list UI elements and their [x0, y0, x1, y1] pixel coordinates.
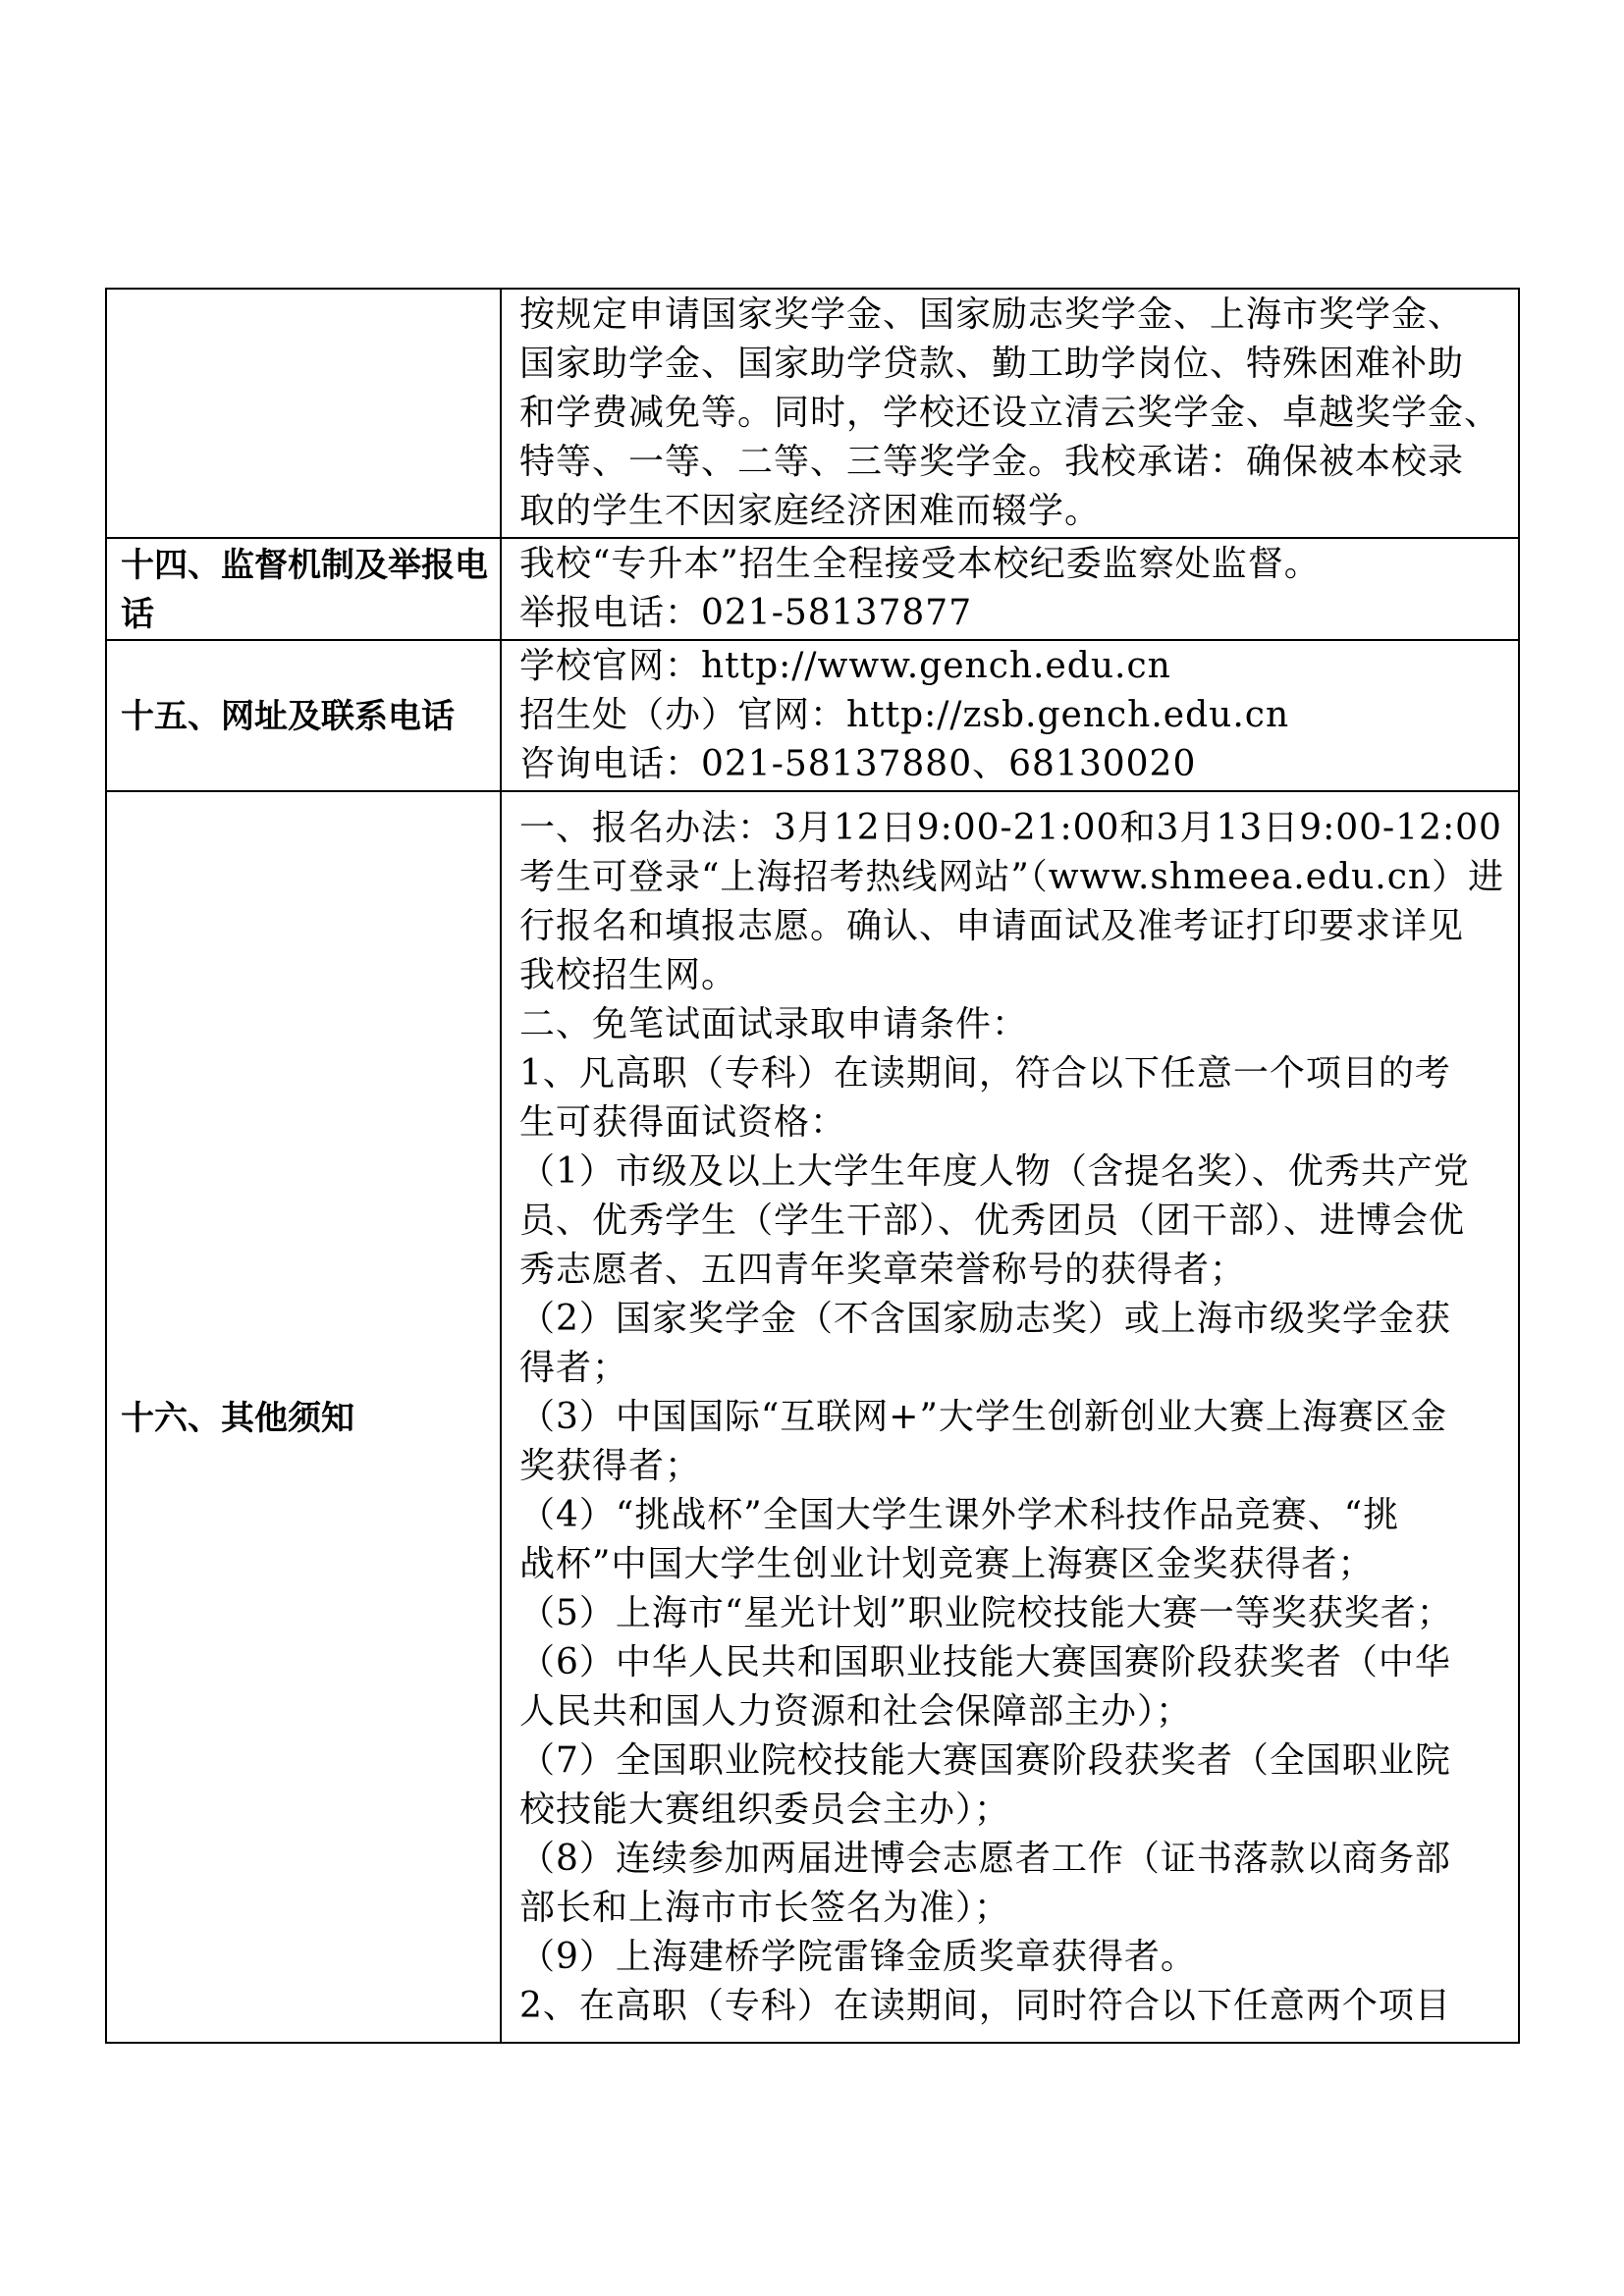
- content-line: （2）国家奖学金（不含国家励志奖）或上海市级奖学金获: [519, 1298, 1451, 1339]
- content-line: （8）连续参加两届进博会志愿者工作（证书落款以商务部: [519, 1838, 1451, 1879]
- content-line: （1）市级及以上大学生年度人物（含提名奖）、优秀共产党: [519, 1150, 1470, 1192]
- row-label: [106, 289, 501, 538]
- content-line: 二、免笔试面试录取申请条件：: [519, 1003, 1029, 1044]
- content-line: 行报名和填报志愿。确认、申请面试及准考证打印要求详见: [519, 905, 1465, 946]
- row-content: [501, 791, 1519, 2043]
- content-line: 招生处（办）官网：http://zsb.gench.edu.cn: [519, 695, 1290, 735]
- content-line: 一、报名办法：3月12日9:00-21:00和3月13日9:00-12:00: [519, 807, 1502, 848]
- content-line: 我校招生网。: [519, 954, 738, 995]
- row-supervision: [106, 538, 1519, 640]
- row-content: [501, 640, 1519, 791]
- row-content: [501, 538, 1519, 640]
- content-line: （4）“挑战杯”全国大学生课外学术科技作品竞赛、“挑: [519, 1494, 1400, 1535]
- content-line: （7）全国职业院校技能大赛国赛阶段获奖者（全国职业院: [519, 1739, 1451, 1781]
- content-line: 部长和上海市市长签名为准）；: [519, 1887, 1011, 1928]
- content-line: 校技能大赛组织委员会主办）；: [519, 1789, 1011, 1830]
- content-line: 奖获得者；: [519, 1445, 702, 1486]
- content-line: 我校“专升本”招生全程接受本校纪委监察处监督。: [519, 544, 1321, 584]
- content-line: 取的学生不因家庭经济困难而辍学。: [519, 491, 1102, 531]
- row-label: 十四、监督机制及举报电话: [106, 538, 501, 640]
- content-line: （9）上海建桥学院雷锋金质奖章获得者。: [519, 1936, 1197, 1977]
- content-line: 咨询电话：021-58137880、68130020: [519, 744, 1197, 784]
- content-line: 秀志愿者、五四青年奖章荣誉称号的获得者；: [519, 1249, 1247, 1290]
- row-label: 十六、其他须知: [106, 791, 501, 2043]
- row-contact: [106, 640, 1519, 791]
- admission-info-table: [105, 288, 1520, 2044]
- row-other-notes: [106, 791, 1519, 2043]
- content-line: 生可获得面试资格：: [519, 1101, 847, 1143]
- content-line: 和学费减免等。同时，学校还设立清云奖学金、卓越奖学金、: [519, 393, 1501, 433]
- content-line: （3）中国国际“互联网+”大学生创新创业大赛上海赛区金: [519, 1396, 1447, 1437]
- content-line: 国家助学金、国家助学贷款、勤工助学岗位、特殊困难补助: [519, 344, 1465, 384]
- content-line: （6）中华人民共和国职业技能大赛国赛阶段获奖者（中华: [519, 1641, 1451, 1682]
- row-label: 十五、网址及联系电话: [106, 640, 501, 791]
- content-line: 1、凡高职（专科）在读期间，符合以下任意一个项目的考: [519, 1052, 1451, 1094]
- content-line: 学校官网：http://www.gench.edu.cn: [519, 646, 1171, 686]
- content-line: 举报电话：021-58137877: [519, 593, 973, 633]
- row-financial-aid: [106, 289, 1519, 538]
- content-line: 考生可登录“上海招考热线网站”（www.shmeea.edu.cn）进: [519, 856, 1505, 897]
- row-content: [501, 289, 1519, 538]
- content-line: 特等、一等、二等、三等奖学金。我校承诺：确保被本校录: [519, 442, 1465, 482]
- content-line: 战杯”中国大学生创业计划竞赛上海赛区金奖获得者；: [519, 1543, 1375, 1584]
- content-line: 2、在高职（专科）在读期间，同时符合以下任意两个项目: [519, 1985, 1451, 2026]
- content-line: 按规定申请国家奖学金、国家励志奖学金、上海市奖学金、: [519, 294, 1465, 335]
- content-line: 人民共和国人力资源和社会保障部主办）；: [519, 1690, 1193, 1732]
- content-line: 员、优秀学生（学生干部）、优秀团员（团干部）、进博会优: [519, 1200, 1466, 1241]
- content-line: （5）上海市“星光计划”职业院校技能大赛一等奖获奖者；: [519, 1592, 1453, 1633]
- content-line: 得者；: [519, 1347, 629, 1388]
